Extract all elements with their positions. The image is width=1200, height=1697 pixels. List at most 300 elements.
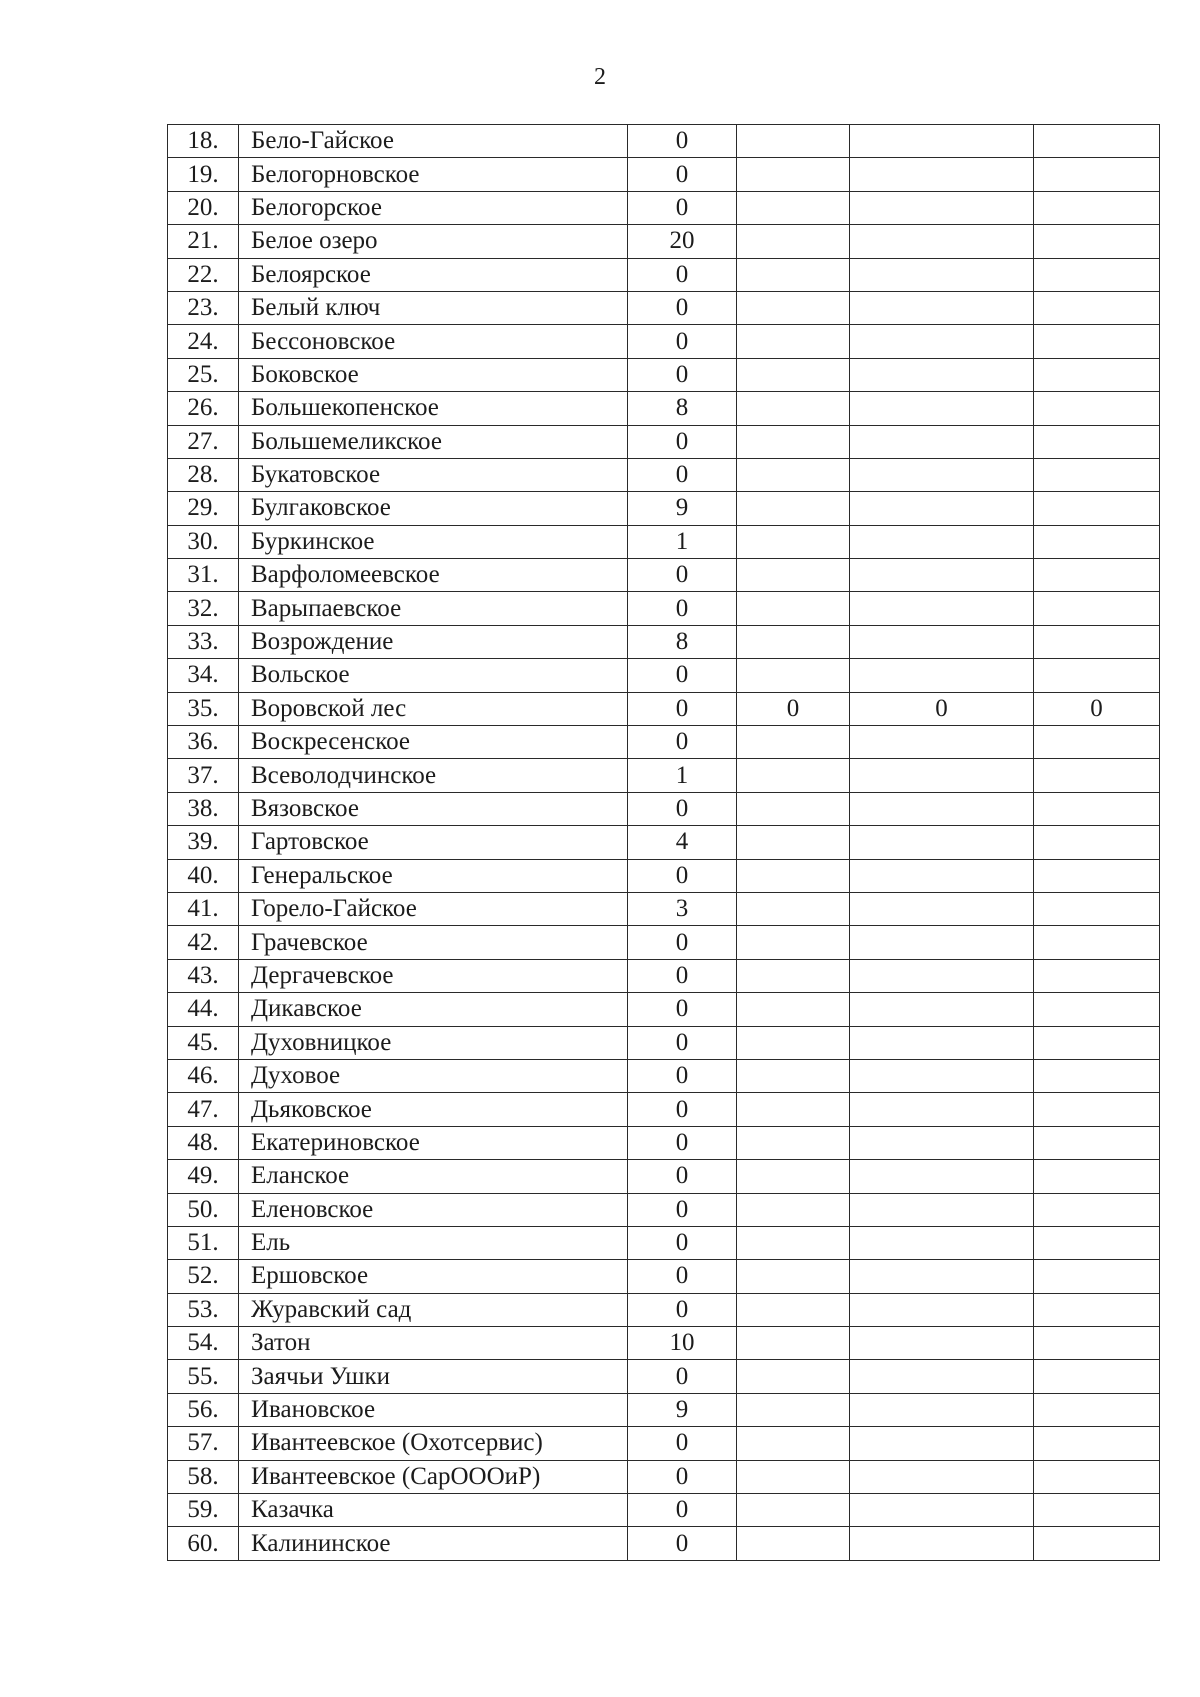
extra-cell-2 <box>850 892 1034 925</box>
row-number-cell: 29. <box>168 492 239 525</box>
row-number-cell: 44. <box>168 993 239 1026</box>
extra-cell-1 <box>737 559 850 592</box>
extra-cell-3 <box>1034 1260 1160 1293</box>
extra-cell-1 <box>737 1494 850 1527</box>
count-cell: 0 <box>628 258 737 291</box>
extra-cell-3 <box>1034 625 1160 658</box>
extra-cell-2 <box>850 1427 1034 1460</box>
table-row <box>168 926 1160 959</box>
ground-name-cell: Ивантеевское (СарОООиР) <box>239 1460 628 1493</box>
count-cell: 0 <box>628 1193 737 1226</box>
ground-name-cell: Дергачевское <box>239 959 628 992</box>
table-row <box>168 1360 1160 1393</box>
row-number-cell: 20. <box>168 191 239 224</box>
extra-cell-3 <box>1034 1360 1160 1393</box>
table-row <box>168 792 1160 825</box>
count-cell: 0 <box>628 358 737 391</box>
extra-cell-2 <box>850 325 1034 358</box>
ground-name-cell: Гартовское <box>239 826 628 859</box>
extra-cell-1 <box>737 1126 850 1159</box>
count-cell: 0 <box>628 458 737 491</box>
row-number-cell: 51. <box>168 1226 239 1259</box>
extra-cell-2 <box>850 959 1034 992</box>
extra-cell-3 <box>1034 1494 1160 1527</box>
ground-name-cell: Воровской лес <box>239 692 628 725</box>
table-row <box>168 358 1160 391</box>
extra-cell-1 <box>737 759 850 792</box>
extra-cell-1 <box>737 191 850 224</box>
extra-cell-2 <box>850 1360 1034 1393</box>
extra-cell-3 <box>1034 759 1160 792</box>
extra-cell-2 <box>850 291 1034 324</box>
extra-cell-3 <box>1034 892 1160 925</box>
count-cell: 0 <box>628 325 737 358</box>
table-row <box>168 1126 1160 1159</box>
count-cell: 0 <box>628 1460 737 1493</box>
extra-cell-1 <box>737 1293 850 1326</box>
count-cell: 0 <box>628 792 737 825</box>
extra-cell-1 <box>737 659 850 692</box>
count-cell: 0 <box>628 1260 737 1293</box>
extra-cell-1 <box>737 993 850 1026</box>
ground-name-cell: Еленовское <box>239 1193 628 1226</box>
table-row <box>168 1527 1160 1560</box>
ground-name-cell: Вольское <box>239 659 628 692</box>
table-row <box>168 959 1160 992</box>
count-cell: 1 <box>628 759 737 792</box>
count-cell: 0 <box>628 559 737 592</box>
ground-name-cell: Духовницкое <box>239 1026 628 1059</box>
ground-name-cell: Ершовское <box>239 1260 628 1293</box>
extra-cell-2 <box>850 425 1034 458</box>
count-cell: 4 <box>628 826 737 859</box>
ground-name-cell: Боковское <box>239 358 628 391</box>
count-cell: 8 <box>628 392 737 425</box>
row-number-cell: 33. <box>168 625 239 658</box>
ground-name-cell: Варыпаевское <box>239 592 628 625</box>
row-number-cell: 19. <box>168 158 239 191</box>
row-number-cell: 37. <box>168 759 239 792</box>
extra-cell-1 <box>737 358 850 391</box>
extra-cell-2 <box>850 525 1034 558</box>
ground-name-cell: Белогорское <box>239 191 628 224</box>
extra-cell-2 <box>850 392 1034 425</box>
ground-name-cell: Еланское <box>239 1160 628 1193</box>
extra-cell-1 <box>737 1460 850 1493</box>
count-cell: 0 <box>628 1160 737 1193</box>
ground-name-cell: Белогорновское <box>239 158 628 191</box>
extra-cell-2 <box>850 759 1034 792</box>
extra-cell-3 <box>1034 859 1160 892</box>
table-row <box>168 125 1160 158</box>
table-row <box>168 1026 1160 1059</box>
extra-cell-3 <box>1034 1059 1160 1092</box>
row-number-cell: 46. <box>168 1059 239 1092</box>
hunting-grounds-table <box>167 124 1160 1561</box>
ground-name-cell: Буркинское <box>239 525 628 558</box>
count-cell: 0 <box>628 1427 737 1460</box>
row-number-cell: 50. <box>168 1193 239 1226</box>
row-number-cell: 34. <box>168 659 239 692</box>
extra-cell-2 <box>850 1093 1034 1126</box>
count-cell: 0 <box>628 859 737 892</box>
count-cell: 0 <box>628 1093 737 1126</box>
extra-cell-1 <box>737 392 850 425</box>
ground-name-cell: Генеральское <box>239 859 628 892</box>
extra-cell-1 <box>737 1327 850 1360</box>
table-row <box>168 859 1160 892</box>
extra-cell-2: 0 <box>850 692 1034 725</box>
ground-name-cell: Калининское <box>239 1527 628 1560</box>
ground-name-cell: Возрождение <box>239 625 628 658</box>
ground-name-cell: Вязовское <box>239 792 628 825</box>
count-cell: 3 <box>628 892 737 925</box>
table-row <box>168 1260 1160 1293</box>
ground-name-cell: Екатериновское <box>239 1126 628 1159</box>
row-number-cell: 54. <box>168 1327 239 1360</box>
table-row <box>168 1494 1160 1527</box>
extra-cell-3 <box>1034 392 1160 425</box>
table-row <box>168 158 1160 191</box>
ground-name-cell: Белоярское <box>239 258 628 291</box>
row-number-cell: 36. <box>168 726 239 759</box>
extra-cell-1 <box>737 726 850 759</box>
count-cell: 0 <box>628 726 737 759</box>
extra-cell-1 <box>737 1226 850 1259</box>
table-row <box>168 1193 1160 1226</box>
row-number-cell: 38. <box>168 792 239 825</box>
row-number-cell: 52. <box>168 1260 239 1293</box>
table-row <box>168 191 1160 224</box>
count-cell: 0 <box>628 692 737 725</box>
ground-name-cell: Ивантеевское (Охотсервис) <box>239 1427 628 1460</box>
ground-name-cell: Варфоломеевское <box>239 559 628 592</box>
extra-cell-1 <box>737 458 850 491</box>
ground-name-cell: Булгаковское <box>239 492 628 525</box>
ground-name-cell: Заячьи Ушки <box>239 1360 628 1393</box>
extra-cell-2 <box>850 225 1034 258</box>
table-row <box>168 392 1160 425</box>
count-cell: 0 <box>628 291 737 324</box>
extra-cell-1 <box>737 291 850 324</box>
extra-cell-2 <box>850 1293 1034 1326</box>
ground-name-cell: Воскресенское <box>239 726 628 759</box>
extra-cell-3 <box>1034 1193 1160 1226</box>
extra-cell-1 <box>737 826 850 859</box>
extra-cell-2 <box>850 492 1034 525</box>
table-row <box>168 525 1160 558</box>
extra-cell-2 <box>850 1226 1034 1259</box>
table-row <box>168 1059 1160 1092</box>
extra-cell-3 <box>1034 1393 1160 1426</box>
extra-cell-3 <box>1034 492 1160 525</box>
table-row <box>168 258 1160 291</box>
table-row <box>168 492 1160 525</box>
extra-cell-3 <box>1034 559 1160 592</box>
extra-cell-2 <box>850 158 1034 191</box>
extra-cell-2 <box>850 358 1034 391</box>
table-row <box>168 559 1160 592</box>
count-cell: 0 <box>628 659 737 692</box>
extra-cell-2 <box>850 458 1034 491</box>
extra-cell-1 <box>737 592 850 625</box>
row-number-cell: 28. <box>168 458 239 491</box>
extra-cell-3 <box>1034 358 1160 391</box>
row-number-cell: 31. <box>168 559 239 592</box>
extra-cell-3 <box>1034 959 1160 992</box>
extra-cell-1 <box>737 325 850 358</box>
row-number-cell: 40. <box>168 859 239 892</box>
extra-cell-2 <box>850 1059 1034 1092</box>
extra-cell-2 <box>850 859 1034 892</box>
count-cell: 1 <box>628 525 737 558</box>
extra-cell-2 <box>850 1260 1034 1293</box>
extra-cell-1 <box>737 1160 850 1193</box>
extra-cell-1 <box>737 225 850 258</box>
count-cell: 0 <box>628 993 737 1026</box>
row-number-cell: 41. <box>168 892 239 925</box>
table-row <box>168 325 1160 358</box>
count-cell: 10 <box>628 1327 737 1360</box>
extra-cell-2 <box>850 1327 1034 1360</box>
extra-cell-2 <box>850 1494 1034 1527</box>
count-cell: 0 <box>628 425 737 458</box>
count-cell: 0 <box>628 1026 737 1059</box>
extra-cell-3: 0 <box>1034 692 1160 725</box>
extra-cell-1 <box>737 1393 850 1426</box>
extra-cell-3 <box>1034 1427 1160 1460</box>
extra-cell-1 <box>737 926 850 959</box>
extra-cell-1 <box>737 158 850 191</box>
extra-cell-3 <box>1034 1293 1160 1326</box>
extra-cell-3 <box>1034 659 1160 692</box>
extra-cell-1 <box>737 859 850 892</box>
extra-cell-3 <box>1034 726 1160 759</box>
row-number-cell: 25. <box>168 358 239 391</box>
table-row <box>168 993 1160 1026</box>
ground-name-cell: Всеволодчинское <box>239 759 628 792</box>
table-row <box>168 291 1160 324</box>
count-cell: 0 <box>628 1527 737 1560</box>
extra-cell-2 <box>850 792 1034 825</box>
ground-name-cell: Грачевское <box>239 926 628 959</box>
count-cell: 0 <box>628 1126 737 1159</box>
extra-cell-3 <box>1034 325 1160 358</box>
table-row <box>168 1460 1160 1493</box>
row-number-cell: 30. <box>168 525 239 558</box>
row-number-cell: 53. <box>168 1293 239 1326</box>
row-number-cell: 22. <box>168 258 239 291</box>
row-number-cell: 43. <box>168 959 239 992</box>
extra-cell-2 <box>850 1026 1034 1059</box>
ground-name-cell: Дьяковское <box>239 1093 628 1126</box>
row-number-cell: 21. <box>168 225 239 258</box>
ground-name-cell: Ель <box>239 1226 628 1259</box>
row-number-cell: 18. <box>168 125 239 158</box>
table-row <box>168 1327 1160 1360</box>
count-cell: 0 <box>628 959 737 992</box>
table-row <box>168 1093 1160 1126</box>
extra-cell-3 <box>1034 191 1160 224</box>
extra-cell-1 <box>737 1026 850 1059</box>
extra-cell-3 <box>1034 525 1160 558</box>
extra-cell-2 <box>850 258 1034 291</box>
row-number-cell: 24. <box>168 325 239 358</box>
extra-cell-2 <box>850 191 1034 224</box>
ground-name-cell: Духовое <box>239 1059 628 1092</box>
extra-cell-3 <box>1034 1327 1160 1360</box>
row-number-cell: 26. <box>168 392 239 425</box>
extra-cell-3 <box>1034 458 1160 491</box>
extra-cell-2 <box>850 1193 1034 1226</box>
count-cell: 0 <box>628 1360 737 1393</box>
extra-cell-1 <box>737 258 850 291</box>
count-cell: 0 <box>628 191 737 224</box>
count-cell: 0 <box>628 592 737 625</box>
table-row <box>168 1160 1160 1193</box>
extra-cell-2 <box>850 592 1034 625</box>
count-cell: 8 <box>628 625 737 658</box>
extra-cell-1: 0 <box>737 692 850 725</box>
extra-cell-2 <box>850 1126 1034 1159</box>
count-cell: 0 <box>628 1059 737 1092</box>
extra-cell-2 <box>850 125 1034 158</box>
row-number-cell: 42. <box>168 926 239 959</box>
extra-cell-2 <box>850 993 1034 1026</box>
count-cell: 0 <box>628 158 737 191</box>
extra-cell-3 <box>1034 792 1160 825</box>
ground-name-cell: Ивановское <box>239 1393 628 1426</box>
table-row <box>168 592 1160 625</box>
ground-name-cell: Белое озеро <box>239 225 628 258</box>
extra-cell-3 <box>1034 1126 1160 1159</box>
extra-cell-3 <box>1034 1460 1160 1493</box>
extra-cell-1 <box>737 1093 850 1126</box>
extra-cell-3 <box>1034 1527 1160 1560</box>
count-cell: 9 <box>628 1393 737 1426</box>
row-number-cell: 35. <box>168 692 239 725</box>
table-row <box>168 659 1160 692</box>
extra-cell-3 <box>1034 1160 1160 1193</box>
extra-cell-1 <box>737 1059 850 1092</box>
ground-name-cell: Большемеликское <box>239 425 628 458</box>
ground-name-cell: Горело-Гайское <box>239 892 628 925</box>
extra-cell-3 <box>1034 291 1160 324</box>
count-cell: 0 <box>628 125 737 158</box>
table-row <box>168 1293 1160 1326</box>
table-row <box>168 458 1160 491</box>
ground-name-cell: Бело-Гайское <box>239 125 628 158</box>
row-number-cell: 60. <box>168 1527 239 1560</box>
extra-cell-1 <box>737 1427 850 1460</box>
extra-cell-3 <box>1034 826 1160 859</box>
ground-name-cell: Большекопенское <box>239 392 628 425</box>
extra-cell-2 <box>850 1460 1034 1493</box>
table-row <box>168 225 1160 258</box>
row-number-cell: 58. <box>168 1460 239 1493</box>
extra-cell-2 <box>850 659 1034 692</box>
extra-cell-1 <box>737 425 850 458</box>
count-cell: 20 <box>628 225 737 258</box>
table-row <box>168 1226 1160 1259</box>
extra-cell-2 <box>850 625 1034 658</box>
row-number-cell: 57. <box>168 1427 239 1460</box>
extra-cell-1 <box>737 892 850 925</box>
row-number-cell: 47. <box>168 1093 239 1126</box>
count-cell: 0 <box>628 1226 737 1259</box>
table-row <box>168 625 1160 658</box>
extra-cell-2 <box>850 1393 1034 1426</box>
extra-cell-2 <box>850 1160 1034 1193</box>
count-cell: 9 <box>628 492 737 525</box>
extra-cell-2 <box>850 926 1034 959</box>
ground-name-cell: Букатовское <box>239 458 628 491</box>
table-body <box>168 125 1160 1561</box>
ground-name-cell: Затон <box>239 1327 628 1360</box>
row-number-cell: 23. <box>168 291 239 324</box>
extra-cell-2 <box>850 726 1034 759</box>
row-number-cell: 39. <box>168 826 239 859</box>
table-row <box>168 1427 1160 1460</box>
table-row <box>168 726 1160 759</box>
extra-cell-1 <box>737 1260 850 1293</box>
extra-cell-3 <box>1034 258 1160 291</box>
table-row <box>168 759 1160 792</box>
count-cell: 0 <box>628 1494 737 1527</box>
extra-cell-3 <box>1034 125 1160 158</box>
extra-cell-1 <box>737 1193 850 1226</box>
row-number-cell: 55. <box>168 1360 239 1393</box>
extra-cell-3 <box>1034 1226 1160 1259</box>
row-number-cell: 56. <box>168 1393 239 1426</box>
ground-name-cell: Журавский сад <box>239 1293 628 1326</box>
extra-cell-1 <box>737 959 850 992</box>
extra-cell-3 <box>1034 1026 1160 1059</box>
table-row <box>168 692 1160 725</box>
extra-cell-3 <box>1034 1093 1160 1126</box>
row-number-cell: 49. <box>168 1160 239 1193</box>
extra-cell-3 <box>1034 158 1160 191</box>
ground-name-cell: Бессоновское <box>239 325 628 358</box>
extra-cell-1 <box>737 525 850 558</box>
extra-cell-1 <box>737 492 850 525</box>
table-row <box>168 1393 1160 1426</box>
extra-cell-2 <box>850 559 1034 592</box>
row-number-cell: 48. <box>168 1126 239 1159</box>
extra-cell-3 <box>1034 425 1160 458</box>
row-number-cell: 59. <box>168 1494 239 1527</box>
table-row <box>168 892 1160 925</box>
extra-cell-3 <box>1034 993 1160 1026</box>
extra-cell-1 <box>737 1527 850 1560</box>
extra-cell-3 <box>1034 926 1160 959</box>
extra-cell-2 <box>850 1527 1034 1560</box>
count-cell: 0 <box>628 926 737 959</box>
row-number-cell: 45. <box>168 1026 239 1059</box>
table-row <box>168 425 1160 458</box>
extra-cell-2 <box>850 826 1034 859</box>
table-row <box>168 826 1160 859</box>
extra-cell-1 <box>737 125 850 158</box>
page-number: 2 <box>594 64 606 90</box>
extra-cell-3 <box>1034 225 1160 258</box>
row-number-cell: 27. <box>168 425 239 458</box>
ground-name-cell: Казачка <box>239 1494 628 1527</box>
ground-name-cell: Дикавское <box>239 993 628 1026</box>
extra-cell-3 <box>1034 592 1160 625</box>
count-cell: 0 <box>628 1293 737 1326</box>
extra-cell-1 <box>737 1360 850 1393</box>
